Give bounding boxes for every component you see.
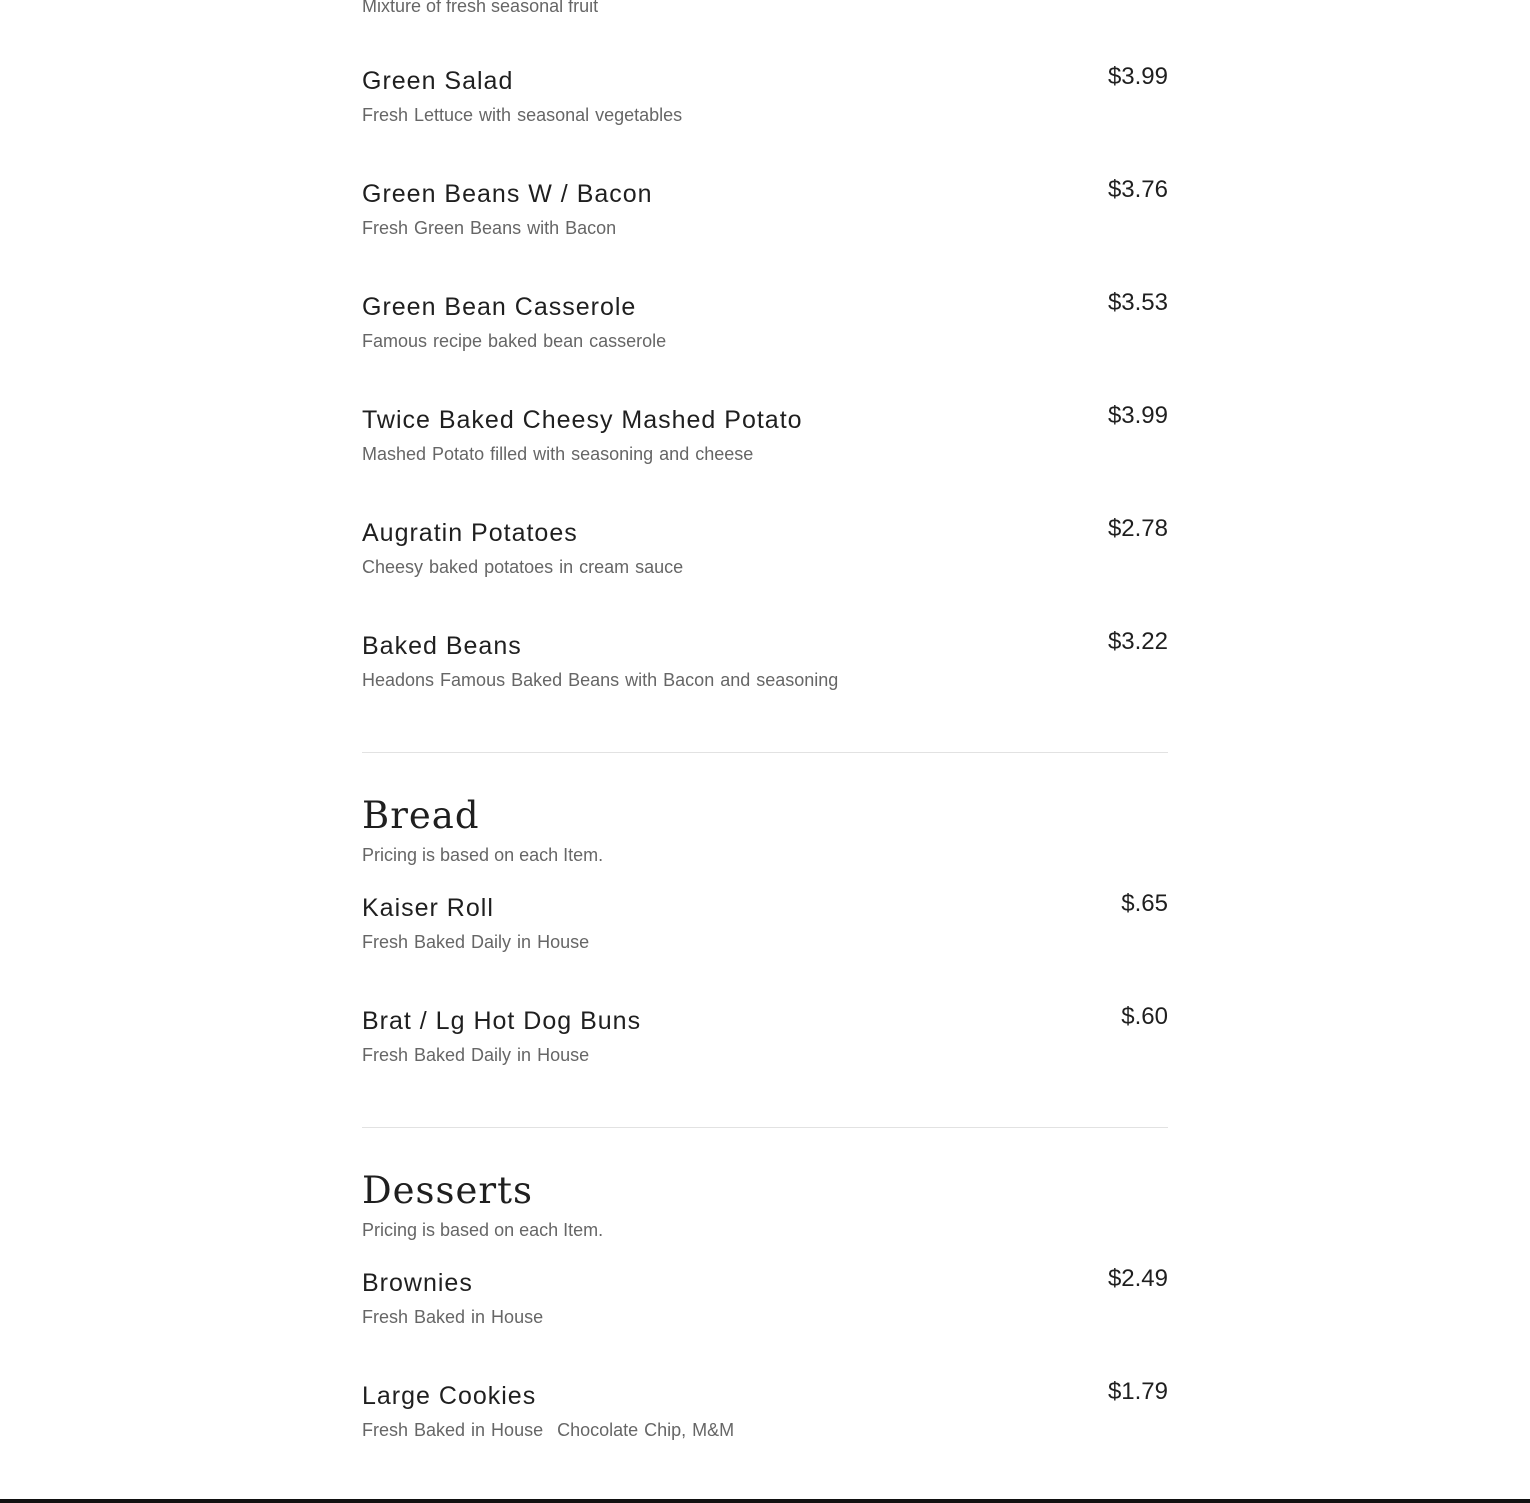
bottom-bar xyxy=(0,1499,1530,1503)
item-name: Brat / Lg Hot Dog Buns xyxy=(362,1007,642,1035)
item-description-extra: Chocolate Chip, M&M xyxy=(557,1420,735,1440)
item-description-fruit: Mixture of fresh seasonal fruit xyxy=(362,0,599,16)
menu-item-green-salad xyxy=(362,63,1168,146)
item-description: Fresh Baked Daily in House xyxy=(362,932,590,952)
item-price: $3.53 xyxy=(1107,289,1168,316)
item-name: Twice Baked Cheesy Mashed Potato xyxy=(362,406,803,434)
item-description xyxy=(362,1418,734,1442)
item-name: Green Bean Casserole xyxy=(362,293,637,321)
menu-item-brownies xyxy=(362,1265,1168,1348)
item-name: Baked Beans xyxy=(362,632,522,660)
item-description: Mashed Potato filled with seasoning and cheese xyxy=(362,444,754,464)
item-description: Cheesy baked potatoes in cream sauce xyxy=(362,557,684,577)
item-name: Augratin Potatoes xyxy=(362,519,578,547)
section-title-bread: Bread xyxy=(362,794,480,837)
item-name: Green Salad xyxy=(362,67,514,95)
item-price: $1.79 xyxy=(1107,1378,1168,1405)
item-name: Large Cookies xyxy=(362,1382,537,1410)
item-description: Fresh Green Beans with Bacon xyxy=(362,218,617,238)
section-divider xyxy=(362,1127,1168,1128)
menu-item-hot-dog-buns xyxy=(362,1003,1168,1086)
section-note-bread: Pricing is based on each Item. xyxy=(362,845,604,865)
menu-item-large-cookies xyxy=(362,1378,1168,1461)
item-name: Green Beans W / Bacon xyxy=(362,180,653,208)
item-price: $.60 xyxy=(1121,1003,1168,1030)
item-price: $.65 xyxy=(1121,890,1168,917)
item-price: $3.22 xyxy=(1107,628,1168,655)
menu-item-baked-beans xyxy=(362,628,1168,711)
section-title-desserts: Desserts xyxy=(362,1169,533,1212)
menu-item-green-bean-casserole xyxy=(362,289,1168,372)
item-name: Brownies xyxy=(362,1269,473,1297)
item-description: Fresh Lettuce with seasonal vegetables xyxy=(362,105,683,125)
section-divider xyxy=(362,752,1168,753)
item-name: Kaiser Roll xyxy=(362,894,494,922)
item-description: Famous recipe baked bean casserole xyxy=(362,331,667,351)
item-description: Headons Famous Baked Beans with Bacon and seasoning xyxy=(362,670,839,690)
item-price: $3.99 xyxy=(1107,402,1168,429)
menu-item-twice-baked-potato xyxy=(362,402,1168,485)
item-price: $3.76 xyxy=(1107,176,1168,203)
item-price: $2.49 xyxy=(1107,1265,1168,1292)
menu-item-green-beans-bacon xyxy=(362,176,1168,259)
menu-item-augratin-potatoes xyxy=(362,515,1168,598)
item-description: Fresh Baked in House xyxy=(362,1307,544,1327)
item-description: Fresh Baked Daily in House xyxy=(362,1045,590,1065)
item-price: $3.99 xyxy=(1107,63,1168,90)
item-description-main: Fresh Baked in House xyxy=(362,1420,544,1440)
item-price: $2.78 xyxy=(1107,515,1168,542)
menu-item-kaiser-roll xyxy=(362,890,1168,973)
section-note-desserts: Pricing is based on each Item. xyxy=(362,1220,604,1240)
